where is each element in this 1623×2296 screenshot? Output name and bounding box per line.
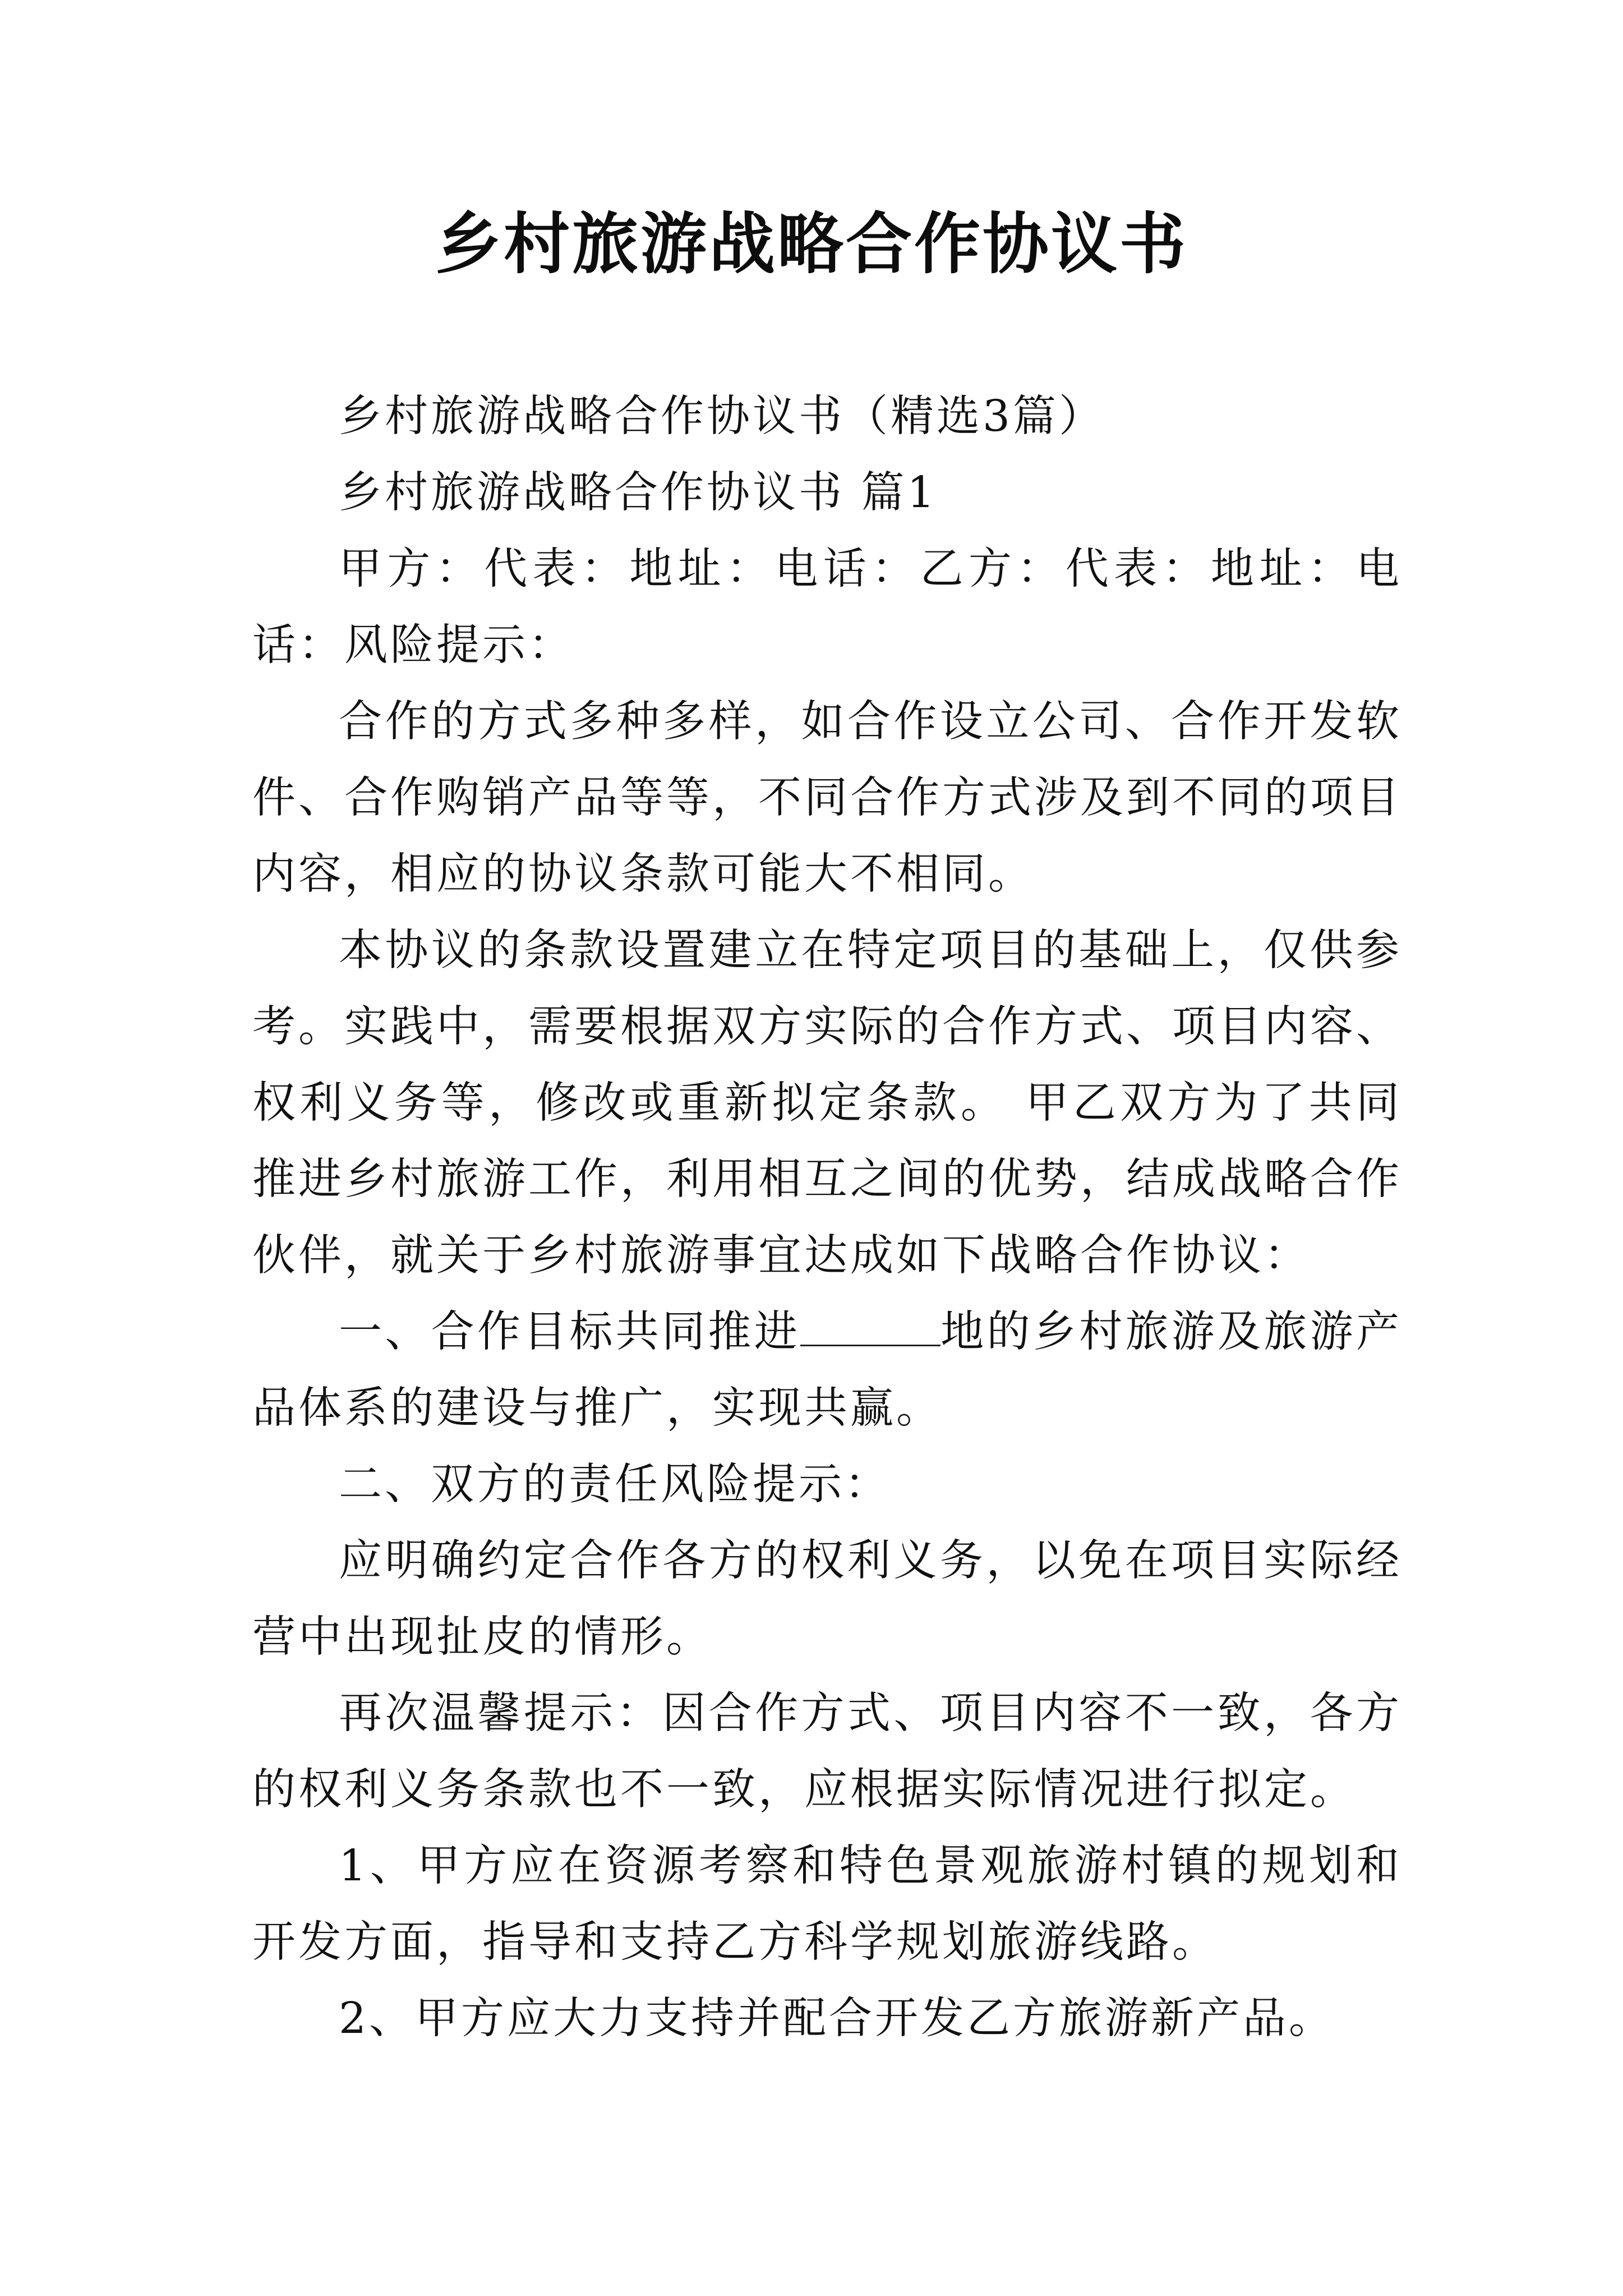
paragraph-reference: 本协议的条款设置建立在特定项目的基础上，仅供参考。实践中，需要根据双方实际的合作方式、项目内容、权利义务等，修改或重新拟定条款。 甲乙双方为了共同推进乡村旅游工作，利用相互之间的优势，结成战略合作伙伴，就关于乡村旅游事宜达成如下战略合作协议： — [252, 926, 1402, 1281]
document-title: 乡村旅游战略合作协议书 — [435, 205, 1188, 283]
parties-line: 甲方：代表：地址：电话：乙方：代表：地址：电话：风险提示： — [252, 544, 1402, 670]
paragraph-cooperation-modes: 合作的方式多种多样，如合作设立公司、合作开发软件、合作购销产品等等，不同合作方式涉及到不同的项目内容，相应的协议条款可能大不相同。 — [252, 697, 1402, 899]
clause-1-text-start: 一、合作目标共同推进 — [339, 1307, 800, 1357]
list-item-2: 2、甲方应大力支持并配合开发乙方旅游新产品。 — [339, 1994, 1335, 2044]
paragraph-reminder: 再次温馨提示：因合作方式、项目内容不一致，各方的权利义务条款也不一致，应根据实际情况进行拟定。 — [252, 1688, 1402, 1815]
list-item-1: 1、甲方应在资源考察和特色景观旅游村镇的规划和开发方面，指导和支持乙方科学规划旅游线路。 — [252, 1841, 1402, 1967]
document-body — [252, 379, 1402, 2057]
clause-2-heading: 二、双方的责任风险提示： — [339, 1460, 891, 1510]
clause-1-text-end: 地的乡村旅游及旅游产品体系的建设与推广，实现共赢。 — [252, 1307, 1402, 1433]
paragraph-rights: 应明确约定合作各方的权利义务，以免在项目实际经营中出现扯皮的情形。 — [252, 1536, 1402, 1662]
section-heading: 乡村旅游战略合作协议书 篇1 — [339, 468, 938, 518]
clause-1 — [252, 1294, 1402, 1447]
subtitle: 乡村旅游战略合作协议书（精选3篇） — [339, 392, 1105, 441]
fill-in-blank — [800, 1305, 940, 1346]
